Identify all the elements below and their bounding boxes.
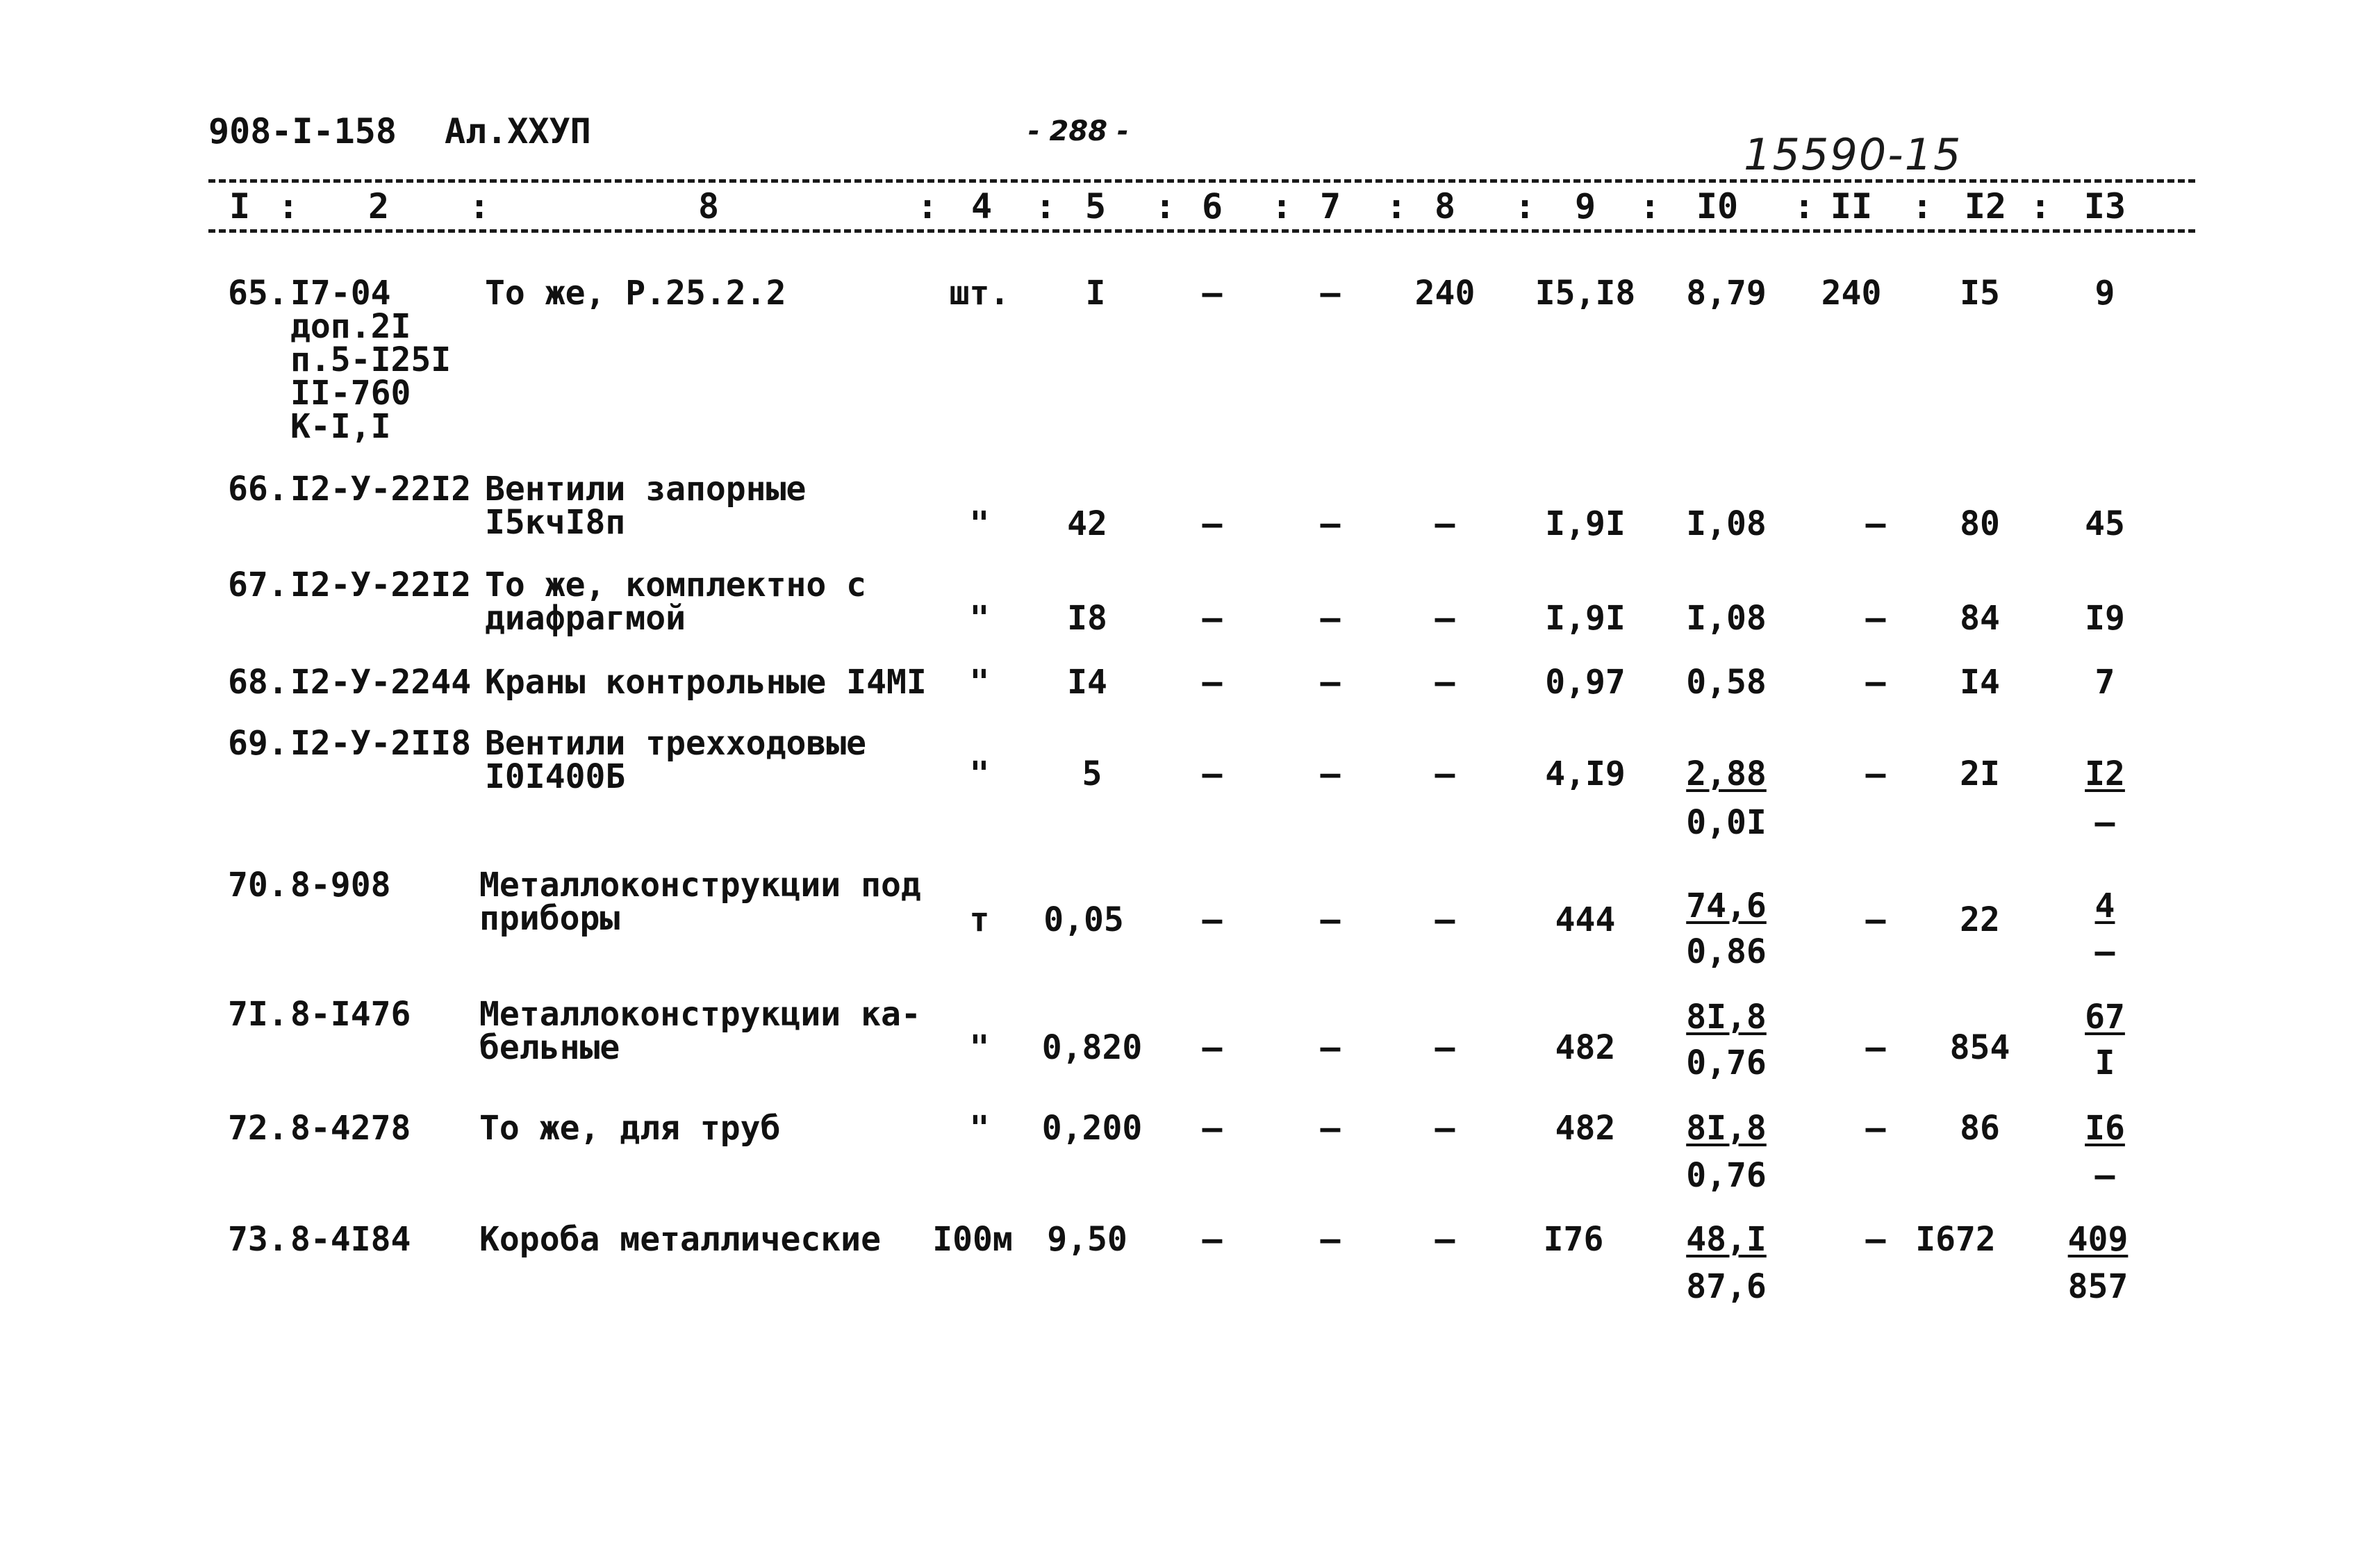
row-c12: I672 (1915, 1220, 1996, 1259)
row-c11: – (1865, 504, 1886, 543)
row-c7: – (1320, 754, 1341, 793)
row-unit: шт. (949, 274, 1010, 313)
row-c13-top: 409 (2067, 1220, 2129, 1259)
album-number: Ал.XXУП (445, 111, 591, 151)
col-separator: : (1912, 186, 1933, 226)
row-c9: 482 (1555, 1109, 1616, 1148)
row-c12: 86 (1960, 1109, 2000, 1148)
row-c6: – (1202, 1028, 1223, 1067)
col-separator: : (917, 186, 939, 226)
row-c11: – (1865, 663, 1886, 702)
row-c13-top: I2 (2085, 754, 2125, 793)
row-number: 69. (228, 724, 288, 763)
row-c11: – (1865, 1109, 1886, 1148)
row-unit: " (969, 504, 990, 543)
row-c12: 84 (1960, 599, 2000, 638)
col-header-7: 7 (1319, 186, 1341, 226)
row-qty: I8 (1067, 599, 1107, 638)
row-unit: I00м (932, 1220, 1013, 1259)
row-c6: – (1202, 1220, 1223, 1259)
row-c10-bottom: 0,76 (1686, 1156, 1767, 1195)
col-header-3: 8 (697, 186, 720, 226)
row-c10-top: I,08 (1686, 504, 1767, 543)
row-unit: " (969, 1028, 990, 1067)
row-name: Краны контрольные I4МI (485, 663, 927, 702)
row-name: Металлоконструкции ка- бельные (479, 995, 921, 1067)
row-qty: 42 (1067, 504, 1107, 543)
col-header-12: I2 (1964, 186, 2007, 226)
header-rule-bottom (208, 229, 2195, 233)
row-code: I2-У-2II8 (290, 724, 472, 763)
row-c13-top: 45 (2085, 504, 2125, 543)
row-c8: – (1435, 663, 1455, 702)
row-c11: 240 (1821, 274, 1882, 313)
col-separator: : (1035, 186, 1057, 226)
row-c7: – (1320, 1220, 1341, 1259)
col-header-5: 5 (1084, 186, 1107, 226)
row-c9: 444 (1555, 900, 1616, 939)
row-qty: 9,50 (1047, 1220, 1127, 1259)
row-code: 8-4I84 (290, 1220, 411, 1259)
row-unit: " (969, 663, 990, 702)
col-separator: : (2030, 186, 2051, 226)
row-code: I2-У-2244 (290, 663, 472, 702)
document-code: 908-I-158 (208, 111, 397, 151)
row-c8: 240 (1414, 274, 1476, 313)
row-code: I2-У-22I2 (290, 566, 472, 604)
col-header-1: I (229, 186, 251, 226)
row-c12: 2I (1960, 754, 2000, 793)
col-separator: : (1386, 186, 1407, 226)
row-c11: – (1865, 754, 1886, 793)
row-c13-top: I6 (2085, 1109, 2125, 1148)
row-c10-bottom: 0,0I (1686, 803, 1767, 842)
row-code: I2-У-22I2 (290, 470, 472, 509)
row-number: 65. (228, 274, 288, 313)
row-c10-top: 8I,8 (1686, 1109, 1767, 1148)
row-unit: т (969, 900, 990, 939)
row-c13-top: 9 (2094, 274, 2115, 313)
row-name: Металлоконструкции под приборы (479, 866, 921, 938)
row-qty: 0,200 (1041, 1109, 1143, 1148)
row-code: 8-I476 (290, 995, 411, 1034)
page-number: - 288 - (1028, 115, 1129, 147)
row-c13-top: I9 (2085, 599, 2125, 638)
row-c7: – (1320, 274, 1341, 313)
col-separator: : (469, 186, 490, 226)
row-c13-top: 67 (2085, 998, 2125, 1037)
row-c13-bottom: – (2094, 803, 2115, 842)
row-c6: – (1202, 663, 1223, 702)
row-c7: – (1320, 663, 1341, 702)
row-c7: – (1320, 504, 1341, 543)
row-c8: – (1435, 1220, 1455, 1259)
row-c11: – (1865, 599, 1886, 638)
row-c12: 854 (1949, 1028, 2010, 1067)
row-name: То же, комплектно с диафрагмой (485, 566, 867, 638)
col-header-4: 4 (970, 186, 993, 226)
row-c12: 80 (1960, 504, 2000, 543)
row-c9: 4,I9 (1545, 754, 1626, 793)
handwritten-number: 15590-15 (1744, 129, 1962, 180)
row-c13-bottom: – (2094, 932, 2115, 971)
row-number: 72. (228, 1109, 288, 1148)
row-c6: – (1202, 900, 1223, 939)
row-number: 66. (228, 470, 288, 509)
row-c6: – (1202, 274, 1223, 313)
row-number: 68. (228, 663, 288, 702)
row-c9: 0,97 (1545, 663, 1626, 702)
col-separator: : (278, 186, 299, 226)
col-separator: : (1271, 186, 1293, 226)
col-separator: : (1514, 186, 1536, 226)
row-c9: I5,I8 (1535, 274, 1636, 313)
row-name: То же, Р.25.2.2 (485, 274, 786, 313)
row-c8: – (1435, 900, 1455, 939)
col-header-13: I3 (2083, 186, 2126, 226)
row-name: То же, для труб (479, 1109, 781, 1148)
row-c11: – (1865, 1220, 1886, 1259)
row-c11: – (1865, 900, 1886, 939)
header-rule-top (208, 179, 2195, 183)
row-c10-top: 74,6 (1686, 886, 1767, 925)
row-c10-bottom: 0,76 (1686, 1044, 1767, 1082)
row-c10-top: I,08 (1686, 599, 1767, 638)
row-c10-top: 0,58 (1686, 663, 1767, 702)
row-c7: – (1320, 900, 1341, 939)
row-c8: – (1435, 599, 1455, 638)
row-qty: I4 (1067, 663, 1107, 702)
row-c13-bottom: – (2094, 1156, 2115, 1195)
row-qty: 5 (1082, 754, 1102, 793)
row-c13-bottom: 857 (2067, 1267, 2129, 1306)
row-c6: – (1202, 754, 1223, 793)
col-header-6: 6 (1201, 186, 1223, 226)
col-separator: : (1639, 186, 1661, 226)
row-c9: 482 (1555, 1028, 1616, 1067)
row-name: Короба металлические (479, 1220, 881, 1259)
col-separator: : (1794, 186, 1815, 226)
row-c8: – (1435, 754, 1455, 793)
row-c13-top: 7 (2094, 663, 2115, 702)
col-header-8: 8 (1434, 186, 1456, 226)
row-qty: 0,05 (1043, 900, 1124, 939)
row-c10-top: 2,88 (1686, 754, 1767, 793)
row-c10-bottom: 0,86 (1686, 932, 1767, 971)
row-c6: – (1202, 504, 1223, 543)
row-number: 67. (228, 566, 288, 604)
row-unit: " (969, 1109, 990, 1148)
row-code: 8-4278 (290, 1109, 411, 1148)
col-header-2: 2 (367, 186, 390, 226)
row-c10-top: 48,I (1686, 1220, 1767, 1259)
row-number: 70. (228, 866, 288, 905)
row-c8: – (1435, 1109, 1455, 1148)
row-c6: – (1202, 1109, 1223, 1148)
col-header-10: I0 (1696, 186, 1739, 226)
row-name: Вентили запорные I5кчI8п (485, 470, 807, 542)
row-c13-top: 4 (2094, 886, 2115, 925)
row-unit: " (969, 599, 990, 638)
row-c10-bottom: 87,6 (1686, 1267, 1767, 1306)
row-c7: – (1320, 599, 1341, 638)
row-c10-top: 8,79 (1686, 274, 1767, 313)
row-qty: I (1085, 274, 1106, 313)
row-c9: I,9I (1545, 504, 1626, 543)
row-code: 8-908 (290, 866, 391, 905)
col-separator: : (1155, 186, 1176, 226)
row-c12: I4 (1960, 663, 2000, 702)
row-c8: – (1435, 504, 1455, 543)
row-c12: 22 (1960, 900, 2000, 939)
row-number: 7I. (228, 995, 288, 1034)
row-number: 73. (228, 1220, 288, 1259)
row-c7: – (1320, 1028, 1341, 1067)
row-unit: " (969, 754, 990, 793)
row-qty: 0,820 (1041, 1028, 1143, 1067)
row-c9: I76 (1543, 1220, 1604, 1259)
row-c9: I,9I (1545, 599, 1626, 638)
row-c11: – (1865, 1028, 1886, 1067)
row-c10-top: 8I,8 (1686, 998, 1767, 1037)
row-name: Вентили трехходовые I0I400Б (485, 724, 867, 796)
row-c13-bottom: I (2094, 1044, 2115, 1082)
row-c6: – (1202, 599, 1223, 638)
col-header-11: II (1830, 186, 1873, 226)
col-header-9: 9 (1574, 186, 1596, 226)
row-c8: – (1435, 1028, 1455, 1067)
row-c7: – (1320, 1109, 1341, 1148)
row-c12: I5 (1960, 274, 2000, 313)
row-code: I7-04 доп.2I п.5-I25I II-760 К-I,I (290, 274, 452, 446)
